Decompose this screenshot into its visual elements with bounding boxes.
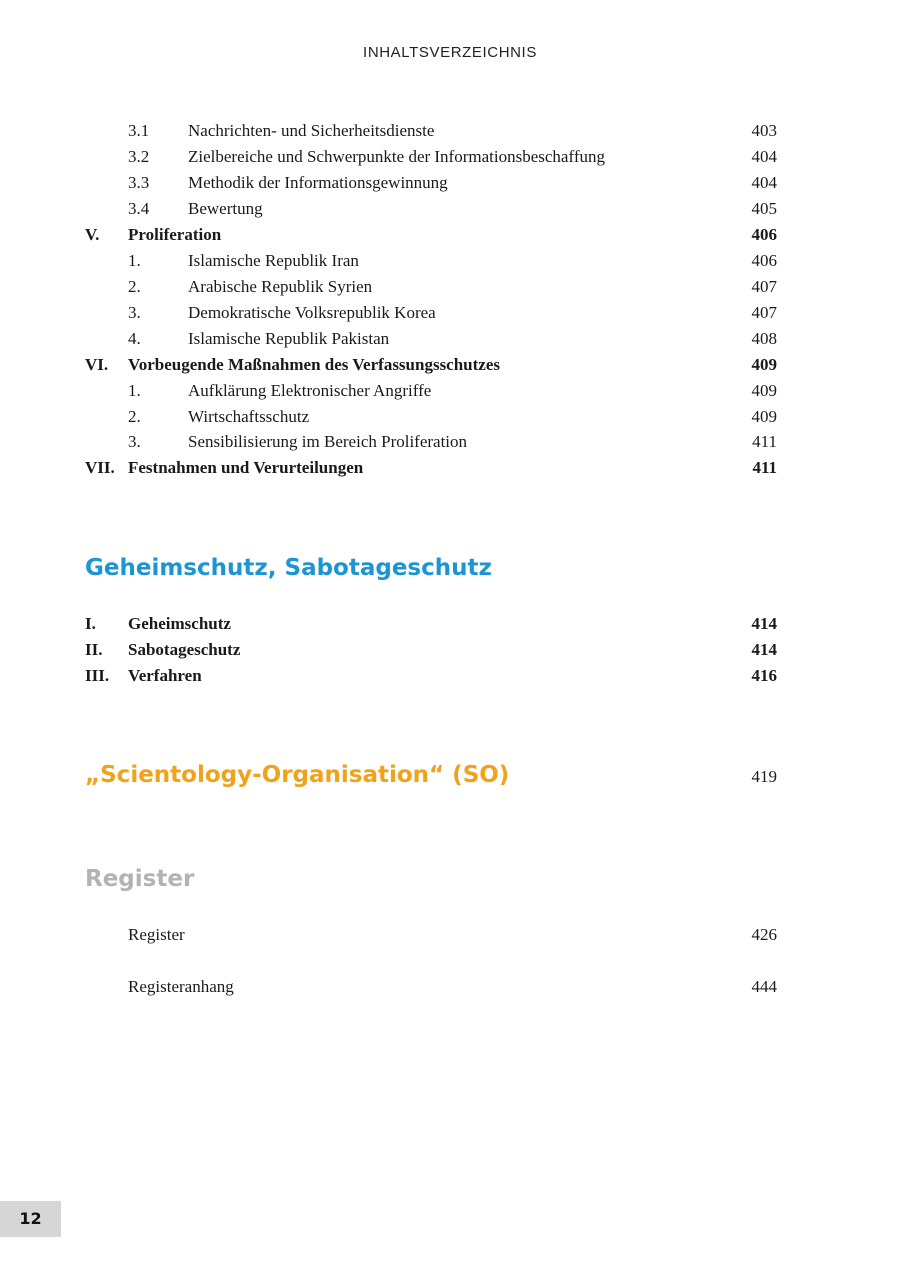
entry-title: Aufklärung Elektronischer Angriffe	[188, 381, 432, 400]
running-head: INHALTSVERZEICHNIS	[363, 44, 537, 61]
toc-entry[interactable]	[0, 118, 900, 144]
entry-number: 3.1	[128, 121, 150, 140]
entry-page: 403	[751, 121, 777, 140]
entry-number: 1.	[128, 251, 141, 270]
chapter-title: Verfahren	[128, 666, 202, 685]
chapter-page: 414	[751, 614, 777, 633]
page-number-badge: 12	[0, 1201, 61, 1237]
entry-page: 404	[751, 173, 777, 192]
chapter-page: 406	[751, 225, 777, 244]
entry-number: 1.	[128, 381, 141, 400]
section-heading-scientology[interactable]: „Scientology-Organisation“ (SO)	[85, 762, 510, 788]
entry-page: 405	[751, 199, 777, 218]
entry-title: Wirtschaftsschutz	[188, 407, 310, 426]
entry-page: 407	[751, 303, 777, 322]
toc-entry[interactable]	[0, 248, 900, 274]
entry-title: Zielbereiche und Schwerpunkte der Informationsbeschaffung	[188, 147, 605, 166]
register-entry-title: Register	[128, 925, 185, 944]
chapter-title: Proliferation	[128, 225, 222, 244]
register-entry-page: 444	[751, 977, 777, 996]
entry-page: 411	[752, 432, 777, 451]
register-entry-title: Registeranhang	[128, 977, 234, 996]
chapter-number: I.	[85, 614, 96, 633]
toc-chapter[interactable]	[0, 611, 900, 637]
entry-title: Demokratische Volksrepublik Korea	[188, 303, 436, 322]
entry-number: 4.	[128, 329, 141, 348]
chapter-number: VII.	[85, 458, 115, 477]
toc-entry[interactable]	[0, 378, 900, 404]
toc-entry[interactable]	[0, 144, 900, 170]
toc-chapter[interactable]	[0, 637, 900, 663]
entry-title: Bewertung	[188, 199, 263, 218]
entry-title: Sensibilisierung im Bereich Proliferation	[188, 432, 468, 451]
entry-page: 409	[751, 381, 777, 400]
entry-number: 3.3	[128, 173, 150, 192]
toc-entry[interactable]	[0, 404, 900, 430]
toc-chapter[interactable]	[0, 663, 900, 689]
entry-page: 408	[751, 329, 777, 348]
entry-number: 3.	[128, 432, 141, 451]
entry-title: Islamische Republik Pakistan	[188, 329, 390, 348]
chapter-number: II.	[85, 640, 103, 659]
entry-number: 2.	[128, 277, 141, 296]
chapter-page: 414	[751, 640, 777, 659]
entry-title: Methodik der Informationsgewinnung	[188, 173, 448, 192]
entry-title: Nachrichten- und Sicherheitsdienste	[188, 121, 435, 140]
chapter-title: Geheimschutz	[128, 614, 231, 633]
toc-chapter[interactable]	[0, 455, 900, 481]
chapter-page: 409	[751, 355, 777, 374]
chapter-page: 411	[752, 458, 777, 477]
entry-number: 3.	[128, 303, 141, 322]
chapter-number: III.	[85, 666, 110, 685]
toc-chapter[interactable]	[0, 352, 900, 378]
chapter-title: Sabotageschutz	[128, 640, 241, 659]
entry-page: 404	[751, 147, 777, 166]
entry-page: 406	[751, 251, 777, 270]
entry-number: 3.2	[128, 147, 150, 166]
section-heading-register: Register	[85, 866, 195, 892]
toc-entry[interactable]	[0, 170, 900, 196]
toc-entry[interactable]	[0, 196, 900, 222]
entry-page: 407	[751, 277, 777, 296]
toc-register-entry[interactable]	[0, 974, 900, 1000]
chapter-number: VI.	[85, 355, 109, 374]
chapter-title: Vorbeugende Maßnahmen des Verfassungsschutzes	[128, 355, 501, 374]
chapter-page: 416	[751, 666, 777, 685]
toc-chapter[interactable]	[0, 222, 900, 248]
toc-register-entry[interactable]	[0, 922, 900, 948]
entry-number: 3.4	[128, 199, 150, 218]
toc-entry[interactable]	[0, 429, 900, 455]
entry-number: 2.	[128, 407, 141, 426]
chapter-number: V.	[85, 225, 100, 244]
chapter-title: Festnahmen und Verurteilungen	[128, 458, 364, 477]
entry-title: Arabische Republik Syrien	[188, 277, 373, 296]
entry-page: 409	[751, 407, 777, 426]
register-entry-page: 426	[751, 925, 777, 944]
toc-entry[interactable]	[0, 274, 900, 300]
entry-title: Islamische Republik Iran	[188, 251, 359, 270]
section-heading-geheimschutz: Geheimschutz, Sabotageschutz	[85, 555, 492, 581]
toc-entry[interactable]	[0, 300, 900, 326]
toc-entry[interactable]	[0, 326, 900, 352]
scientology-page: 419	[751, 767, 777, 786]
